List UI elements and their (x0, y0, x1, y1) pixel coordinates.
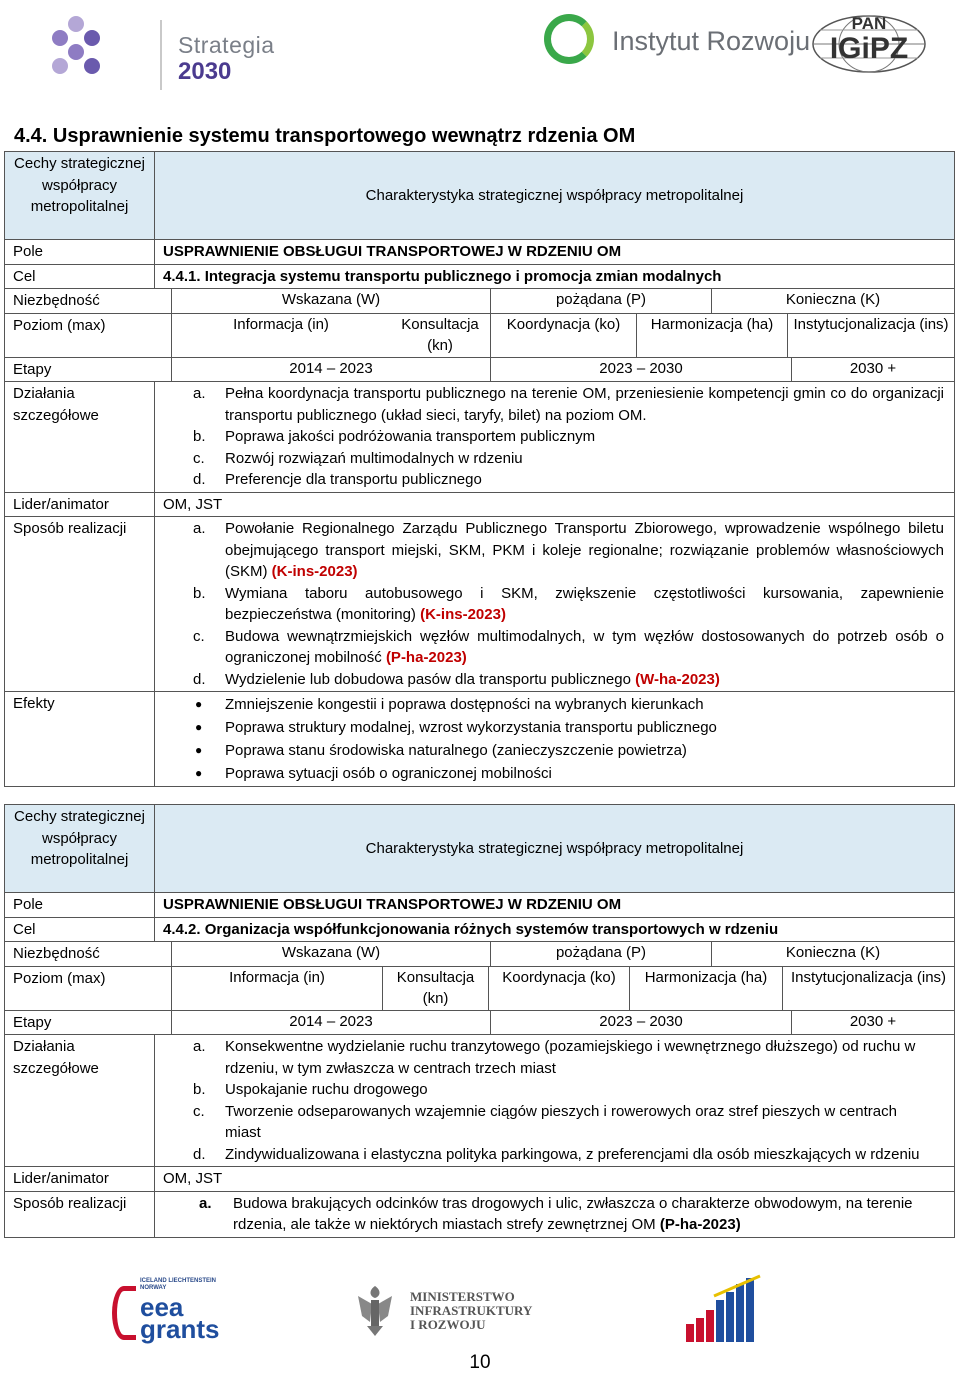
eea-countries: ICELAND LIECHTENSTEIN NORWAY (140, 1278, 217, 1291)
code-badge: (W-ha-2023) (635, 670, 720, 688)
etapy-row (5, 1010, 955, 1035)
niezbednosc-k: Konieczna (K) (785, 944, 881, 961)
cel-value: 4.4.2. Organizacja współfunkcjonowania różnych systemów transportowych w rdzeniu (155, 917, 955, 942)
strategy-table-2 (4, 804, 955, 1238)
pole-label: Pole (5, 240, 155, 265)
logo-petal-icon (68, 44, 84, 60)
etap-1: 2014 – 2023 (172, 358, 491, 382)
niezbednosc-row (5, 942, 955, 967)
poziom-kn: Konsultacja (kn) (383, 967, 489, 1010)
list-item: ● Poprawa sytuacji osób o ograniczonej mobilności (155, 762, 944, 785)
page-number: 10 (469, 1352, 491, 1373)
head-label: Cechy strategicznej współpracy metropolitalnej (5, 805, 155, 893)
niezbednosc-label: Niezbędność (5, 942, 172, 966)
logo-petal-icon (52, 30, 68, 46)
eea-text: eea grants (140, 1292, 220, 1344)
strategia-2030-logo (50, 14, 275, 85)
list-item: a. Konsekwentne wydzielanie ruchu tranzytowego (pozamiejskiego i wewnętrznego dłuższego) od ruchu w rdzeniu, w tym zwłaszcza w centrach trzech miast (193, 1038, 916, 1077)
eea-grants-logo (108, 1278, 218, 1348)
strategia-year: 2030 (178, 58, 232, 85)
efekty-list (155, 692, 955, 787)
poziom-row (5, 966, 955, 1010)
bullet-icon: ● (195, 720, 203, 734)
igipz-text: IGiPZ (829, 32, 909, 65)
pan-text: PAN (851, 14, 887, 33)
page-header (0, 0, 960, 100)
dzialania-label: Działania szczegółowe (5, 1035, 155, 1167)
poziom-label: Poziom (max) (5, 314, 172, 357)
etap-1: 2014 – 2023 (172, 1011, 491, 1035)
poziom-ins: Instytucjonalizacja (ins) (790, 968, 947, 986)
ministry-logo (352, 1282, 542, 1342)
page-footer (0, 1270, 960, 1350)
list-item: a. Pełna koordynacja transportu publicznego na terenie OM, przeniesienie kompetencji gmin co do organizacji transportu publicznego (układ sieci, taryfy, bilet) na poziom OM. (193, 385, 944, 424)
head-value: Charakterystyka strategicznej współpracy metropolitalnej (155, 805, 955, 893)
list-item: d. Zindywidualizowana i elastyczna polityka parkingowa, z preferencjami dla osób mieszkających w rdzeniu (193, 1145, 920, 1163)
pole-value: USPRAWNIENIE OBSŁUGUI TRANSPORTOWEJ W RDZENIU OM (155, 240, 955, 265)
list-item: c. Tworzenie odseparowanych wzajemnie ciągów pieszych i rowerowych oraz stref pieszych w centrach miast (193, 1102, 897, 1141)
strategy-table-1 (4, 151, 955, 787)
lider-label: Lider/animator (5, 492, 155, 517)
dzialania-list (155, 1035, 955, 1167)
efekty-label: Efekty (5, 692, 155, 787)
pole-value: USPRAWNIENIE OBSŁUGUI TRANSPORTOWEJ W RDZENIU OM (155, 893, 955, 918)
niezbednosc-w: Wskazana (W) (172, 942, 491, 966)
sposob-label: Sposób realizacji (5, 1191, 155, 1237)
bullet-icon: ● (195, 766, 203, 780)
niezbednosc-p: pożądana (P) (491, 289, 712, 313)
logo-petal-icon (52, 58, 68, 74)
code-badge: (K-ins-2023) (271, 563, 358, 580)
list-item: ● Zmniejszenie kongestii i poprawa dostępności na wybranych kierunkach (155, 693, 944, 716)
etap-3: 2030 + (849, 359, 897, 377)
code-badge: (P-ha-2023) (659, 1216, 741, 1233)
sposob-list (155, 517, 955, 692)
eagle-icon (352, 1282, 398, 1338)
etapy-label: Etapy (5, 358, 172, 382)
list-item: b. Wymiana taboru autobusowego i SKM, zwiększenie częstotliwości kursowania, zapewnienie bezpieczeństwa (monitoring) (K-ins-2023) (193, 584, 944, 623)
etap-2: 2023 – 2030 (491, 1011, 792, 1035)
lider-value: OM, JST (155, 492, 955, 517)
cel-label: Cel (5, 264, 155, 289)
logo-petal-icon (84, 58, 100, 74)
poziom-ha: Harmonizacja (ha) (630, 967, 783, 1010)
niezbednosc-label: Niezbędność (5, 289, 172, 313)
logo-divider (160, 20, 162, 90)
bullet-icon: ● (195, 743, 203, 757)
pan-igipz-logo (810, 14, 928, 74)
etap-2: 2023 – 2030 (491, 358, 792, 382)
section-title: 4.4. Usprawnienie systemu transportowego wewnątrz rdzenia OM (14, 125, 636, 147)
poziom-in: Informacja (in) (233, 315, 329, 333)
list-item: ● Poprawa stanu środowiska naturalnego (zanieczyszczenie powietrza) (155, 739, 944, 762)
swirl-icon (112, 1286, 136, 1340)
strategia-text: Strategia (178, 32, 275, 58)
ring-icon (544, 14, 594, 64)
sposob-list (155, 1191, 955, 1237)
list-item: c. Rozwój rozwiązań multimodalnych w rdzeniu (193, 449, 523, 467)
dzialania-list (155, 382, 955, 493)
list-item: c. Budowa wewnątrzmiejskich węzłów multimodalnych, w tym węzłów dostosowanych do potrzeb osób o ograniczonej mobilność (P-ha-2023) (193, 627, 944, 666)
poziom-row (5, 313, 955, 357)
poziom-label: Poziom (max) (5, 967, 172, 1010)
eu-flag-bars-icon (684, 1274, 768, 1344)
poziom-ha: Harmonizacja (ha) (637, 314, 788, 357)
list-item: b. Poprawa jakości podróżowania transportem publicznym (193, 428, 596, 445)
ministry-text: MINISTERSTWO INFRASTRUKTURY I ROZWOJU (410, 1289, 533, 1332)
code-badge: (K-ins-2023) (420, 606, 506, 623)
head-label: Cechy strategicznej współpracy metropolitalnej (5, 152, 155, 240)
poziom-ins: Instytucjonalizacja (ins) (793, 315, 949, 333)
bullet-icon: ● (195, 697, 203, 711)
cel-value: 4.4.1. Integracja systemu transportu publicznego i promocja zmian modalnych (155, 264, 955, 289)
lider-value: OM, JST (155, 1167, 955, 1192)
logo-petal-icon (84, 30, 100, 46)
logo-petal-icon (68, 16, 84, 32)
poziom-in: Informacja (in) (172, 967, 383, 1010)
lider-label: Lider/animator (5, 1167, 155, 1192)
poziom-ko: Koordynacja (ko) (491, 314, 637, 357)
poziom-ko: Koordynacja (ko) (489, 967, 630, 1010)
etapy-label: Etapy (5, 1011, 172, 1035)
code-badge: (P-ha-2023) (385, 649, 467, 666)
poziom-kn: Konsultacja (kn) (390, 314, 491, 357)
list-item: b. Uspokajanie ruchu drogowego (193, 1081, 428, 1098)
head-value: Charakterystyka strategicznej współpracy metropolitalnej (155, 152, 955, 240)
pole-label: Pole (5, 893, 155, 918)
niezbednosc-k: Konieczna (K) (785, 291, 881, 308)
list-item: d. Wydzielenie lub dobudowa pasów dla transportu publicznego (W-ha-2023) (193, 670, 720, 688)
instytut-rozwoju-text: Instytut Rozwoju (612, 26, 811, 56)
dzialania-label: Działania szczegółowe (5, 382, 155, 493)
list-item: a. Budowa brakujących odcinków tras drogowych i ulic, zwłaszcza o charakterze obwodowym, na terenie rdzenia, ale także w niektórych miastach strefy zewnętrznej OM (P-ha-2023) (199, 1194, 913, 1233)
niezbednosc-row (5, 289, 955, 314)
sposob-label: Sposób realizacji (5, 517, 155, 692)
list-item: d. Preferencje dla transportu publicznego (193, 471, 482, 488)
niezbednosc-p: pożądana (P) (491, 942, 712, 966)
cel-label: Cel (5, 917, 155, 942)
list-item: a. Powołanie Regionalnego Zarządu Publicznego Transportu Zbiorowego, wprowadzenie wspólnego biletu obejmującego transport miejski, SKM, PKM i koleje regionalne; rozwiązanie problemów własnościowych (SKM) (K-ins-2023) (193, 520, 944, 580)
etap-3: 2030 + (849, 1012, 897, 1030)
etapy-row (5, 357, 955, 382)
niezbednosc-w: Wskazana (W) (172, 289, 491, 313)
list-item: ● Poprawa struktury modalnej, wzrost wykorzystania transportu publicznego (155, 716, 944, 739)
